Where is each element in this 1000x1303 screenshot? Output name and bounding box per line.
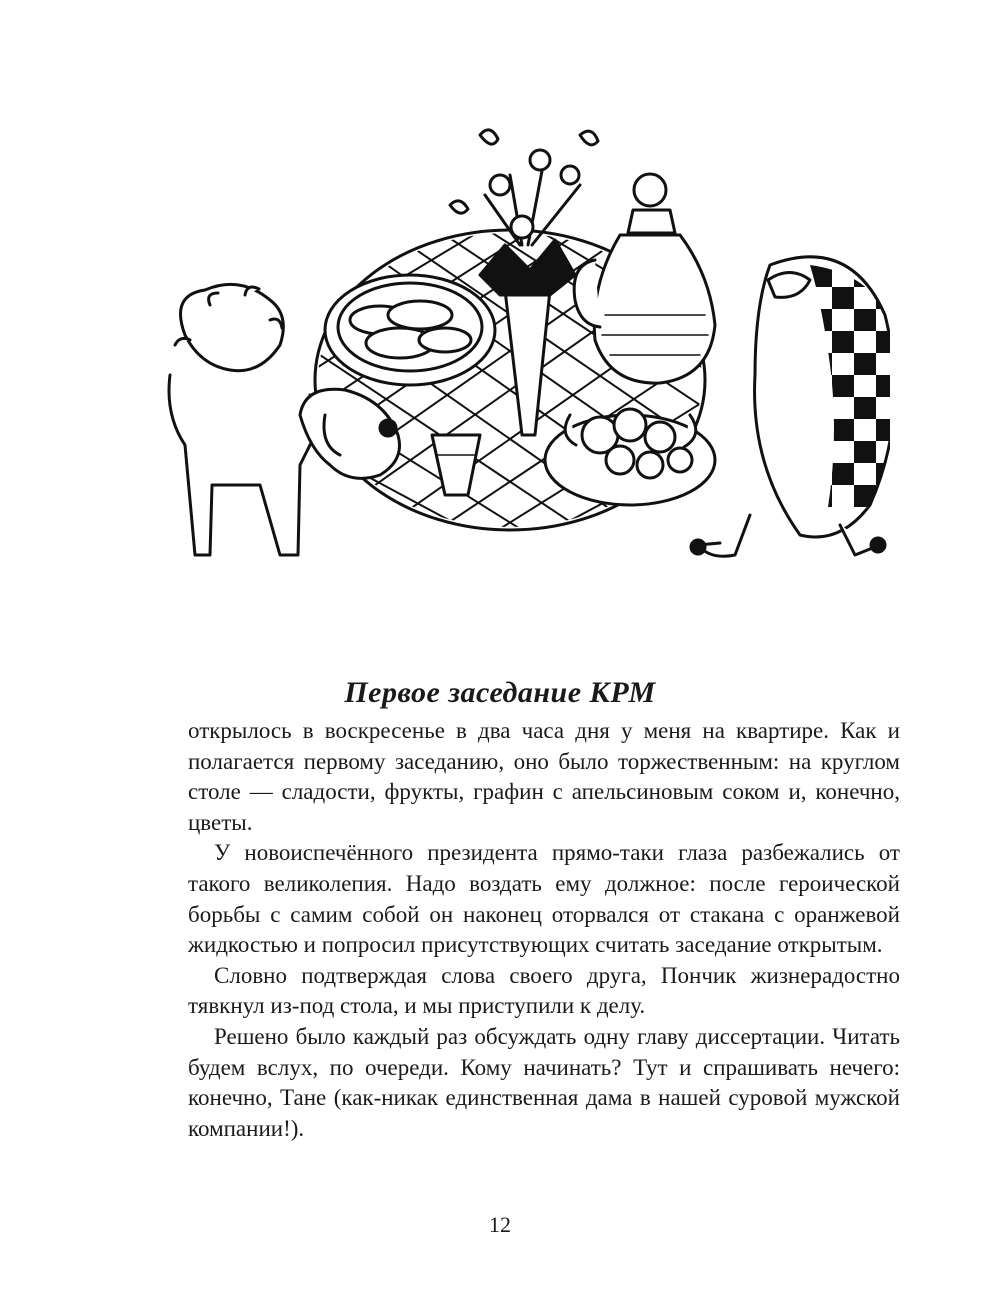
body-text <box>188 716 900 1144</box>
paragraph: Словно подтверждая слова своего друга, Пончик жизнерадостно тявкнул из-под стола, и мы приступили к делу. <box>188 962 900 1019</box>
juice-jug <box>574 174 715 383</box>
pastry-plate <box>325 275 495 385</box>
fruit-bowl <box>545 409 715 505</box>
checkered-character <box>691 257 890 556</box>
paragraph: У новоиспечённого президента прямо-таки глаза разбежались от такого великолепия. Надо воздать ему должное: после героической борьбы с самим собой он наконец оторвался от стакана с оранжевой жидкостью и попросил присутствующих считать заседание открытым. <box>188 840 900 958</box>
paragraph: открылось в воскресенье в два часа дня у меня на квартире. Как и полагается первому заседанию, оно было торжественным: на круглом столе — сладости, фрукты, графин с апельсиновым соком и, конечно, цветы. <box>188 718 900 835</box>
juice-glass <box>432 435 480 495</box>
page-number: 12 <box>489 1212 511 1237</box>
paragraph: Решено было каждый раз обсуждать одну главу диссертации. Читать будем вслух, по очереди. Кому начинать? Тут и спрашивать нечего: конечно, Тане (как-никак единственная дама в нашей суровой мужской компании!). <box>188 1023 900 1141</box>
chapter-title: Первое заседание КРМ <box>344 676 656 710</box>
chapter-illustration <box>150 115 890 585</box>
